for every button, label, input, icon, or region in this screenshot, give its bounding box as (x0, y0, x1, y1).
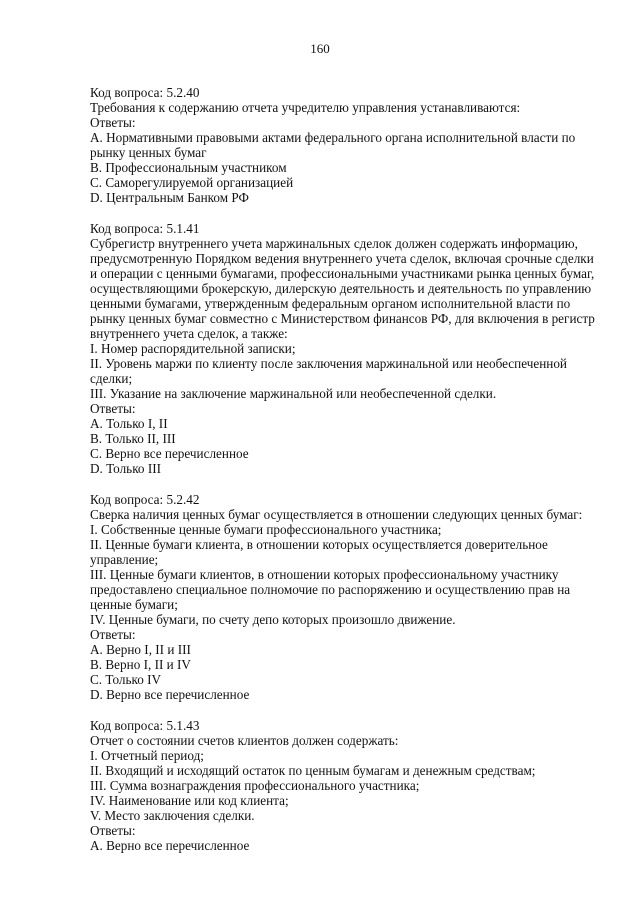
statement-item: I. Номер распорядительной записки; (90, 341, 296, 356)
page-number: 160 (310, 41, 330, 56)
question-block (90, 221, 595, 476)
statement-item: IV. Наименование или код клиента; (90, 793, 289, 808)
question-text: Требования к содержанию отчета учредителю управления устанавливаются: (90, 100, 521, 115)
statement-item: IV. Ценные бумаги, по счету депо которых произошло движение. (90, 612, 456, 627)
answer-option-continued: рынку ценных бумаг (90, 145, 207, 160)
answers-label: Ответы: (90, 823, 136, 838)
statement-item: II. Уровень маржи по клиенту после заключения маржинальной или необеспеченной (90, 356, 567, 371)
statement-item-continued: управление; (90, 552, 159, 567)
document-body (90, 85, 595, 869)
answer-option: C. Только IV (90, 672, 162, 687)
statement-item: III. Указание на заключение маржинальной или необеспеченной сделки. (90, 386, 497, 401)
question-text: Сверка наличия ценных бумаг осуществляется в отношении следующих ценных бумаг: (90, 507, 583, 522)
answer-option: A. Только I, II (90, 416, 168, 431)
statement-item-continued: предоставлено специальное полномочие по распоряжению и осуществлению прав на (90, 582, 571, 597)
answer-option: D. Верно все перечисленное (90, 687, 250, 702)
statement-item: V. Место заключения сделки. (90, 808, 255, 823)
statement-item: III. Сумма вознаграждения профессионального участника; (90, 778, 420, 793)
statement-item: II. Ценные бумаги клиента, в отношении которых осуществляется доверительное (90, 537, 548, 552)
answers-label: Ответы: (90, 401, 136, 416)
answers-label: Ответы: (90, 115, 136, 130)
answer-option: D. Только III (90, 461, 161, 476)
answers-label: Ответы: (90, 627, 136, 642)
question-text: ценными бумагами, утвержденным федеральным органом исполнительной власти по (90, 296, 571, 311)
question-text: Отчет о состоянии счетов клиентов должен содержать: (90, 733, 399, 748)
statement-item: II. Входящий и исходящий остаток по ценным бумагам и денежным средствам; (90, 763, 536, 778)
question-text: внутреннего учета сделок, а также: (90, 326, 288, 341)
question-text: Субрегистр внутреннего учета маржинальных сделок должен содержать информацию, (90, 236, 578, 251)
question-code: Код вопроса: 5.1.43 (90, 718, 200, 733)
question-text: предусмотренную Порядком ведения внутреннего учета сделок, включая срочные сделки (90, 251, 594, 266)
question-block (90, 85, 582, 205)
question-block (90, 492, 582, 702)
answer-option: D. Центральным Банком РФ (90, 190, 249, 205)
answer-option: C. Верно все перечисленное (90, 446, 249, 461)
answer-option: B. Профессиональным участником (90, 160, 287, 175)
statement-item-continued: ценные бумаги; (90, 597, 178, 612)
statement-item: I. Отчетный период; (90, 748, 204, 763)
statement-item-continued: сделки; (90, 371, 133, 386)
statement-item: I. Собственные ценные бумаги профессионального участника; (90, 522, 442, 537)
question-code: Код вопроса: 5.2.42 (90, 492, 200, 507)
question-text: рынку ценных бумаг совместно с Министерством финансов РФ, для включения в регистр (90, 311, 595, 326)
statement-item: III. Ценные бумаги клиентов, в отношении которых профессиональному участнику (90, 567, 559, 582)
question-text: и операции с ценными бумагами, профессиональными участниками рынка ценных бумаг, (90, 266, 595, 281)
answer-option: A. Нормативными правовыми актами федерального органа исполнительной власти по (90, 130, 576, 145)
answer-option: B. Только II, III (90, 431, 176, 446)
question-block (90, 718, 582, 853)
answer-option: A. Верно все перечисленное (90, 838, 250, 853)
answer-option: A. Верно I, II и III (90, 642, 191, 657)
question-code: Код вопроса: 5.1.41 (90, 221, 200, 236)
question-code: Код вопроса: 5.2.40 (90, 85, 200, 100)
answer-option: B. Верно I, II и IV (90, 657, 191, 672)
answer-option: C. Саморегулируемой организацией (90, 175, 294, 190)
question-text: осуществляющими брокерскую, дилерскую деятельность и деятельность по управлению (90, 281, 592, 296)
